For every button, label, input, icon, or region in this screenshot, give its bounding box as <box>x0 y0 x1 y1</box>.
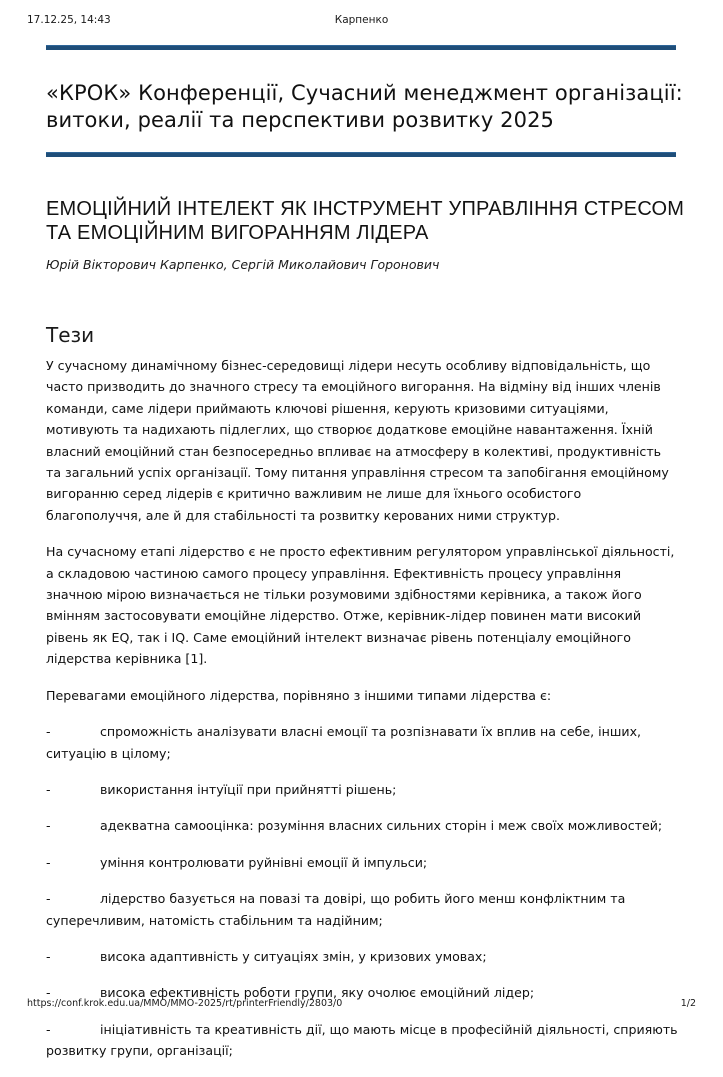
divider-middle <box>46 152 676 157</box>
divider-top <box>46 45 676 50</box>
print-footer-url[interactable]: https://conf.krok.edu.ua/MMO/MMO-2025/rt/printerFriendly/2803/0 <box>27 998 343 1009</box>
list-item-text: уміння контролювати руйнівні емоції й імпульси; <box>100 854 428 870</box>
paragraph: На сучасному етапі лідерство є не просто ефективним регулятором управлінської діяльності, а складовою частиною самого процесу управління. Ефективність процесу управління значною мірою визначається не тільки розумовими здібностями керівника, а також його вмінням застосовувати емоційне лідерство. Отже, керівник-лідер повинен мати високий рівень як EQ, так і IQ. Саме емоційний інтелект визначає рівень потенціалу емоційного лідерства керівника [1]. <box>46 544 675 667</box>
list-item-text: ініціативність та креативність дії, що мають місце в професійній діяльності, сприяють розвитку групи, організації; <box>46 1021 678 1059</box>
list-item-text: використання інтуїції при прийнятті рішень; <box>100 781 397 797</box>
bullet-marker: - <box>46 818 51 834</box>
paragraph: Перевагами емоційного лідерства, порівняно з іншими типами лідерства є: <box>46 687 552 703</box>
section-heading-theses: Тези <box>46 323 95 347</box>
print-header-date: 17.12.25, 14:43 <box>27 14 111 26</box>
list-item-text: висока ефективність роботи групи, яку очолює емоційний лідер; <box>100 985 535 1001</box>
bullet-marker: - <box>46 724 51 740</box>
list-item-text: лідерство базується на повазі та довірі, що робить його менш конфліктним та суперечливим, натомість стабільним та надійним; <box>46 891 626 928</box>
bullet-marker: - <box>46 985 51 1001</box>
bullet-marker: - <box>46 854 51 870</box>
list-item <box>46 946 678 967</box>
article-title: ЕМОЦІЙНИЙ ІНТЕЛЕКТ ЯК ІНСТРУМЕНТ УПРАВЛІННЯ СТРЕСОМ ТА ЕМОЦІЙНИМ ВИГОРАННЯМ ЛІДЕРА <box>46 197 685 244</box>
list-item <box>46 721 678 764</box>
list-item-text: висока адаптивність у ситуаціях змін, у кризових умовах; <box>100 948 487 964</box>
print-footer-page-indicator: 1/2 <box>680 998 696 1009</box>
bullet-marker: - <box>46 891 51 907</box>
list-item <box>46 815 678 836</box>
bullet-marker: - <box>46 1021 51 1037</box>
print-header-document-title: Карпенко <box>334 14 389 26</box>
list-item <box>46 779 678 800</box>
article-authors: Юрій Вікторович Карпенко, Сергій Миколайович Горонович <box>46 257 440 272</box>
article-body <box>46 355 678 1077</box>
bullet-marker: - <box>46 781 51 797</box>
print-footer <box>0 998 723 1014</box>
list-item <box>46 888 678 931</box>
list-item-text: адекватна самооцінка: розуміння власних сильних сторін і меж своїх можливостей; <box>100 818 663 834</box>
list-item-text: спроможність аналізувати власні емоції та розпізнавати їх вплив на себе, інших, ситуацію в цілому; <box>46 724 642 761</box>
paragraph: У сучасному динамічному бізнес-середовищі лідери несуть особливу відповідальність, що часто призводить до значного стресу та емоційного вигорання. На відміну від інших членів команди, саме лідери приймають ключові рішення, керують кризовими ситуаціями, мотивують та надихають підлеглих, що створює додаткове емоційне навантаження. Їхній власний емоційний стан безпосередньо впливає на атмосферу в колективі, продуктивність та загальний успіх організації. Тому питання управління стресом та запобігання емоційному вигоранню серед лідерів є критично важливим не лише для їхнього особистого благополуччя, але й для стабільності та розвитку керованих ними структур. <box>46 358 669 523</box>
bullet-marker: - <box>46 948 51 964</box>
print-header <box>0 14 723 30</box>
conference-title: «КРОК» Конференції, Сучасний менеджмент організації: витоки, реалії та перспективи розвитку 2025 <box>46 81 683 133</box>
list-item <box>46 852 678 873</box>
list-item <box>46 1019 678 1062</box>
